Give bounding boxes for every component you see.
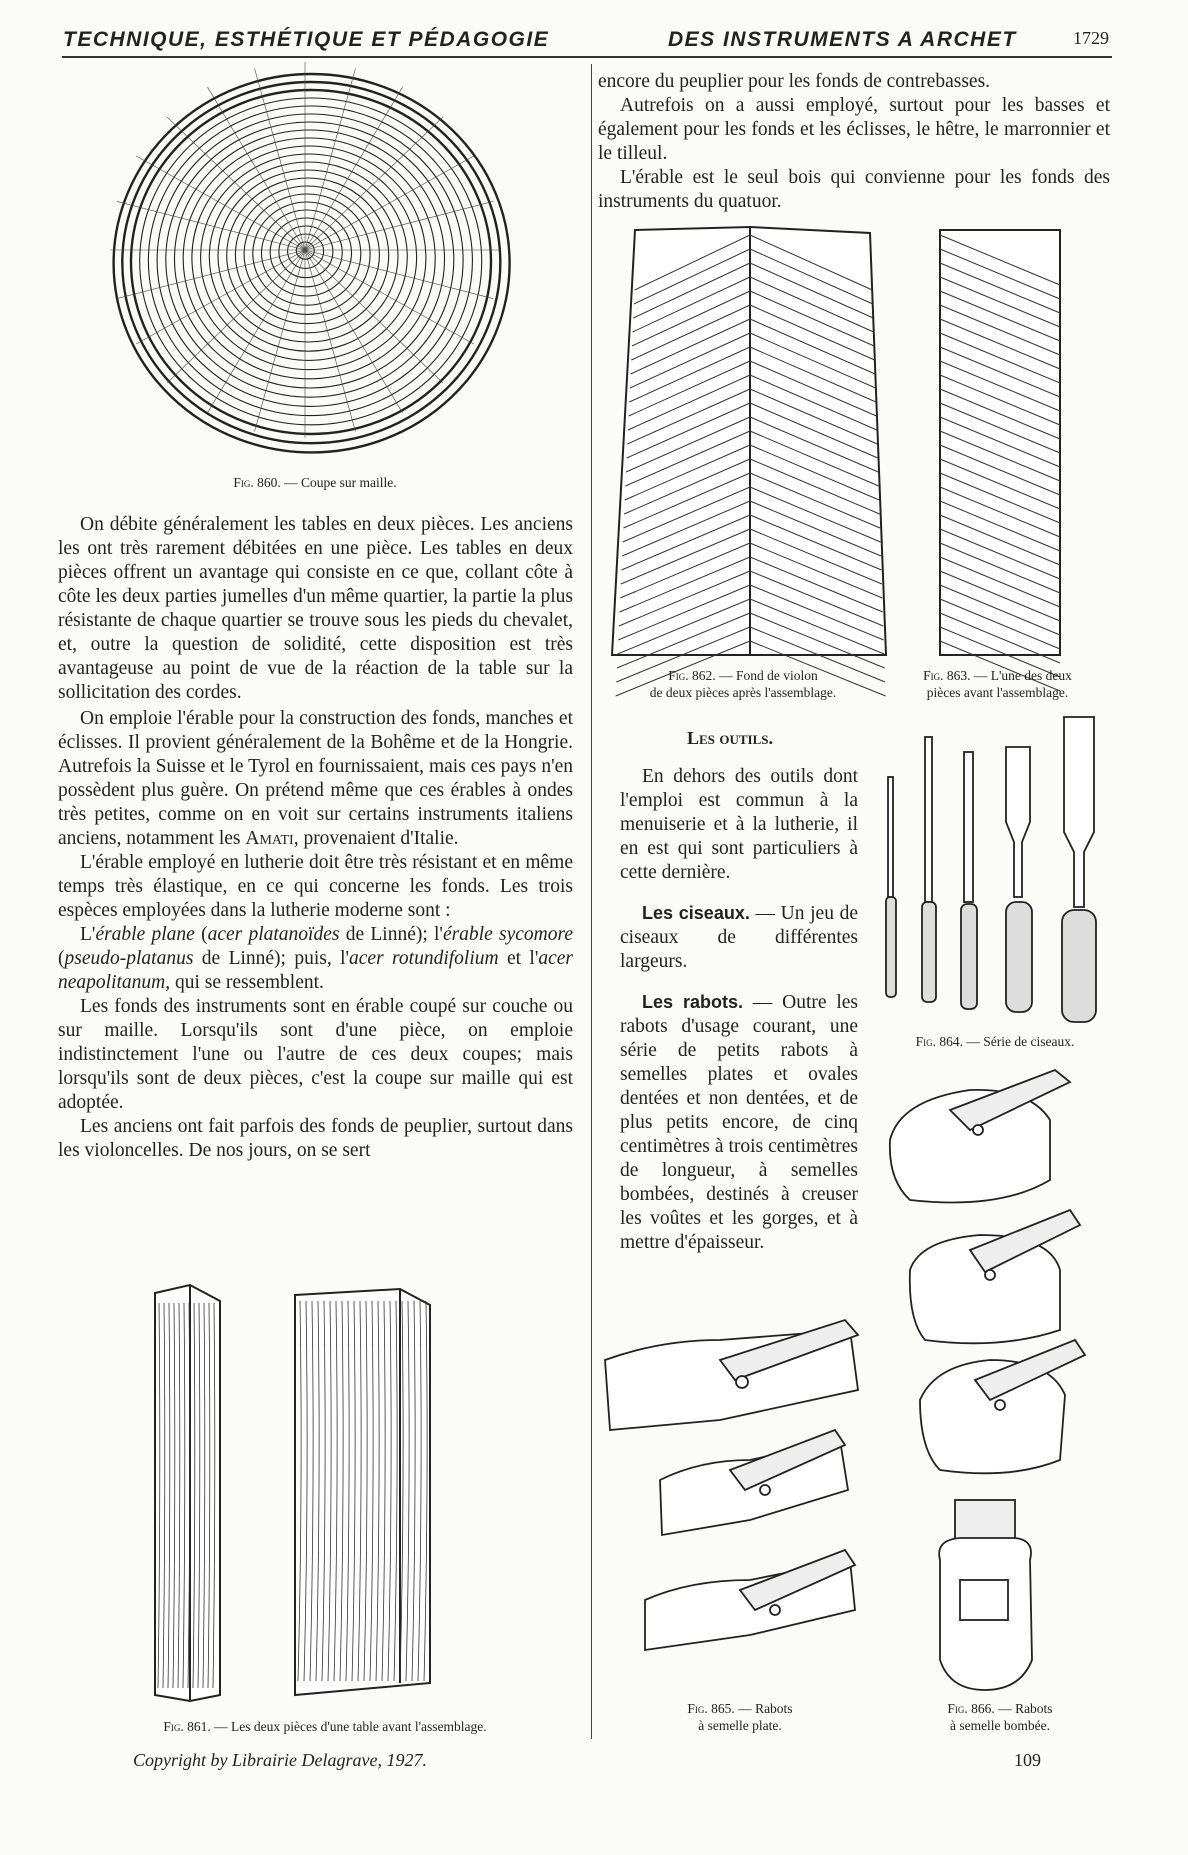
text-run: ( (58, 948, 65, 969)
page-number: 1729 (1073, 28, 1109, 48)
column-divider (591, 64, 592, 1739)
outils-block (620, 765, 858, 1255)
paragraph: Les fonds des instruments sont en érable coupé sur couche ou sur maille. Lorsqu'ils sont d'une pièce, on emploie indistinctement l'une ou l'autre de ces deux coupes; mais lorsqu'ils sont de deux pièces, c'est la coupe sur maille qui est adoptée. (58, 996, 573, 1113)
paragraph: En dehors des outils dont l'emploi est commun à la menuiserie et à la lutherie, il en est qui sont particuliers à cette dernière. (620, 766, 858, 883)
fig-863-number: Fig. 863. (923, 668, 971, 683)
folio: 109 (1014, 1750, 1041, 1770)
paragraph: On débite généralement les tables en deux pièces. Les anciens les ont très rarement débitées en une pièce. Les tables en deux pièces offrent un avantage qui consiste en ce que, collant côte à côte les deux parties jumelles d'un même quartier, la partie la plus résistante de chaque quartier se trouve sous les pieds du chevalet, et, outre la question de solidité, cette disposition est très avantageuse au point de vue de la réaction de la table sur la sollicitation des cordes. (58, 514, 573, 703)
paragraph: L'érable est le seul bois qui convienne pour les fonds des instruments du quatuor. (598, 167, 1110, 212)
text-run: , qui se ressemblent. (165, 972, 324, 993)
species-name: acer neapolitanum (58, 948, 573, 993)
fig-861-illustration (145, 1283, 570, 1703)
species-name: érable sycomore (442, 924, 573, 945)
fig-860-caption (110, 474, 520, 491)
paragraph: Les anciens ont fait parfois des fonds de peuplier, surtout dans les violoncelles. De nos jours, on se sert (58, 1116, 573, 1161)
fig-861-caption (70, 1718, 580, 1735)
rabots-label: Les rabots. (642, 992, 743, 1012)
text-run: — Un jeu de ciseaux de différentes largeurs. (620, 903, 858, 972)
fig-862-line1: — Fond de violon (719, 668, 818, 683)
fig-862-863-illustration (610, 225, 1110, 660)
fig-862-line2: de deux pièces après l'assemblage. (649, 685, 837, 700)
fig-865-caption (640, 1700, 840, 1734)
copyright-line: Copyright by Librairie Delagrave, 1927. (133, 1750, 427, 1770)
text-run: et l' (498, 948, 539, 969)
fig-860-illustration (110, 75, 520, 470)
fig-864-caption (870, 1033, 1120, 1050)
ciseaux-label: Les ciseaux. (642, 903, 750, 923)
paragraph (58, 923, 573, 995)
fig-863-line1: — L'une des deux (973, 668, 1072, 683)
species-name: érable plane (95, 924, 195, 945)
section-title: Les outils. (686, 728, 774, 748)
fig-866-illustration (880, 1060, 1110, 1695)
paragraph: Autrefois on a aussi employé, surtout pour les basses et également pour les fonds et les éclisses, le hêtre, le marronnier et le tilleul. (598, 95, 1110, 164)
fig-860-number: Fig. 860. (233, 475, 281, 490)
header-rule (62, 56, 1112, 58)
fig-864-number: Fig. 864. (915, 1034, 964, 1049)
fig-861-number: Fig. 861. (163, 1719, 211, 1734)
fig-865-line2: à semelle plate. (698, 1718, 782, 1733)
fig-864-illustration (878, 712, 1113, 1027)
paragraph (620, 990, 858, 1255)
fig-865-number: Fig. 865. (687, 1701, 735, 1716)
fig-865-illustration (600, 1320, 870, 1695)
fig-866-line1: — Rabots (998, 1701, 1053, 1716)
fig-862-caption (598, 667, 888, 701)
species-name: acer platanoïdes (207, 924, 340, 945)
paragraph (620, 901, 858, 974)
running-head-left: TECHNIQUE, ESTHÉTIQUE ET PÉDAGOGIE (63, 28, 550, 51)
paragraph: encore du peuplier pour les fonds de contrebasses. (598, 71, 991, 92)
name-amati: Amati (245, 828, 294, 849)
text-run: L' (80, 924, 96, 945)
text-run: — Outre les rabots d'usage courant, une série de petits rabots à semelles plates et ovales dentées et non dentées, et de plus petits encore, de cinq centimètres à trois centimètres de longueur, à semelles bombées, destinés à creuser les voûtes et les gorges, et à mettre d'épaisseur. (620, 992, 859, 1253)
fig-860-text: — Coupe sur maille. (284, 475, 397, 490)
paragraph: L'érable employé en lutherie doit être très résistant et en même temps très élastique, en ce qui concerne les fonds. Les trois espèces employées dans la lutherie moderne sont : (58, 852, 573, 921)
text-run: On emploie l'érable pour la construction des fonds, manches et éclisses. Il provient généralement de la Bohême et de la Hongrie. Autrefois la Suisse et le Tyrol en fournissaient, mais ces pays n'en possèdent plus guère. On prétend même que ces érables à ondes très petites, comme on en voit sur certains instruments italiens anciens, notamment les (58, 708, 573, 849)
text-run: de Linné); puis, l' (193, 948, 350, 969)
paragraph (58, 707, 573, 851)
running-head-right: DES INSTRUMENTS A ARCHET (668, 28, 1017, 51)
right-column-top (598, 70, 1110, 214)
fig-864-text: — Série de ciseaux. (966, 1034, 1075, 1049)
species-name: pseudo-platanus (64, 948, 194, 969)
text-run: , provenaient d'Italie. (293, 828, 459, 849)
fig-866-line2: à semelle bombée. (949, 1718, 1051, 1733)
fig-866-caption (895, 1700, 1105, 1734)
fig-866-number: Fig. 866. (947, 1701, 995, 1716)
fig-862-number: Fig. 862. (668, 668, 716, 683)
fig-865-line1: — Rabots (738, 1701, 793, 1716)
fig-863-line2: pièces avant l'assemblage. (926, 685, 1069, 700)
text-run: de Linné); l' (339, 924, 443, 945)
fig-863-caption (885, 667, 1110, 701)
species-name: acer rotundifolium (349, 948, 499, 969)
fig-861-text: — Les deux pièces d'une table avant l'assemblage. (214, 1719, 487, 1734)
left-column (58, 513, 573, 1163)
text-run: ( (194, 924, 208, 945)
